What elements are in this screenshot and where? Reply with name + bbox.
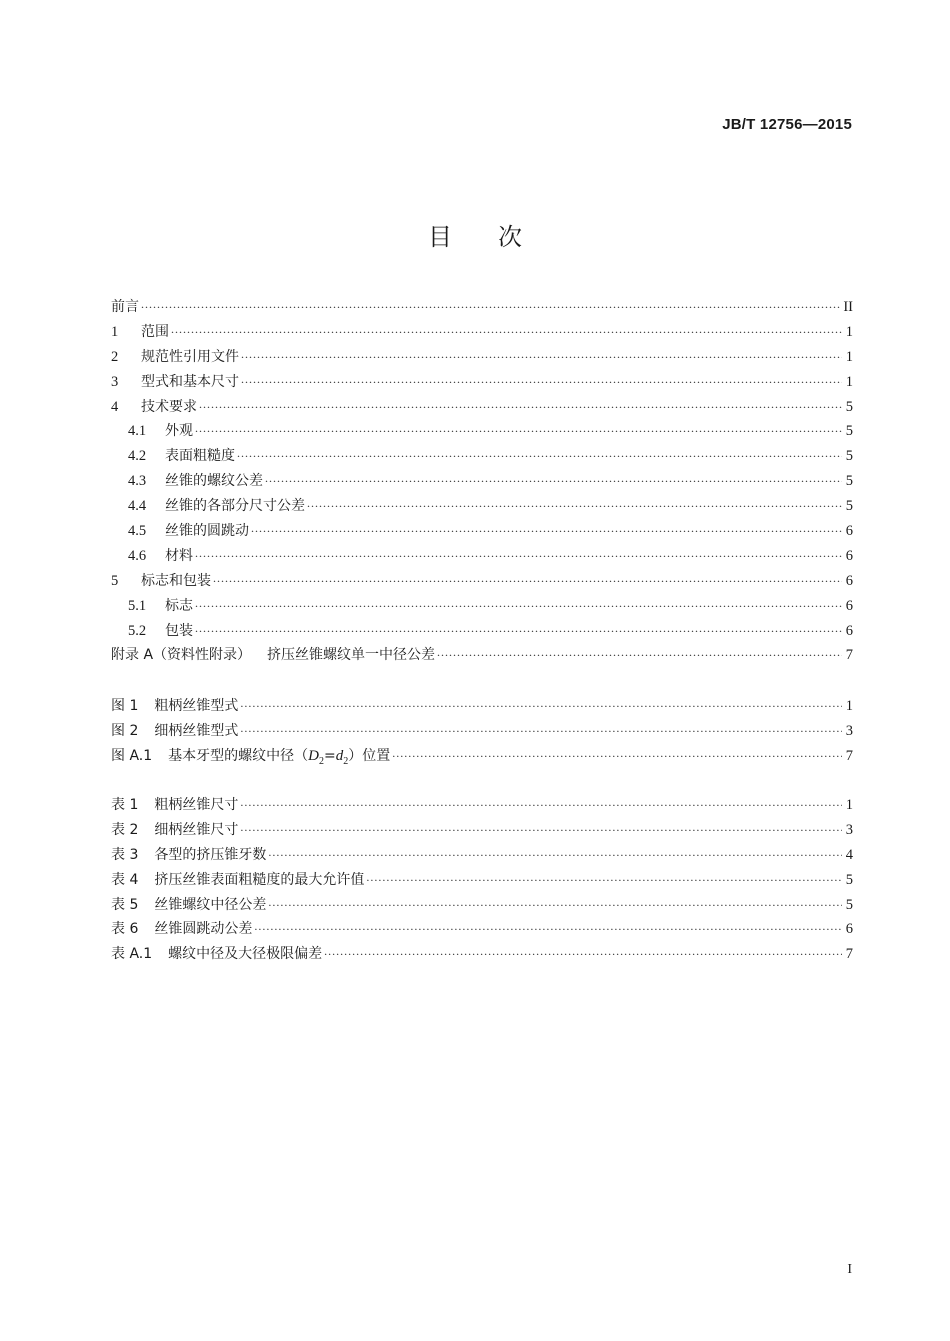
toc-entry-title: [168, 744, 390, 775]
toc-entry-number: 图 A.1: [111, 747, 153, 764]
page-title: [0, 217, 950, 252]
toc-entry-title: 技术要求: [141, 398, 197, 415]
toc-entry-title: 标志: [165, 597, 193, 614]
toc-leader: [392, 741, 842, 766]
toc-entry-title: 表面粗糙度: [165, 448, 235, 465]
toc-entry-title: 丝锥的各部分尺寸公差: [165, 498, 305, 515]
toc-page-number: 3: [845, 722, 853, 739]
toc-entry-title: 细柄丝锥型式: [154, 722, 239, 739]
toc-page-number: 1: [845, 373, 853, 390]
toc-entry-title: 丝锥圆跳动公差: [154, 921, 253, 938]
toc-page-number: 3: [845, 821, 853, 838]
toc-entry-number: 2: [111, 348, 119, 365]
toc-entry-title: 挤压丝锥表面粗糙度的最大允许值: [154, 871, 365, 888]
toc-page-number: 5: [845, 498, 853, 515]
toc-leader: [437, 640, 842, 665]
toc-entry-number: 表 1: [111, 797, 139, 813]
toc-leader: [307, 491, 842, 516]
toc-entry-number: 5.1: [128, 597, 147, 614]
symbol-d: d: [335, 747, 344, 764]
toc-leader: [268, 890, 842, 915]
toc-entry-number: 4.2: [128, 448, 147, 465]
toc-entry-number: 4.5: [128, 523, 147, 540]
toc-entry-title: 各型的挤压锥牙数: [154, 846, 267, 863]
toc-leader: [251, 516, 842, 541]
toc-leader: [240, 691, 842, 716]
toc-page-number: 6: [845, 597, 853, 614]
subscript: 2: [318, 755, 324, 767]
toc-entry-annex-a[interactable]: [111, 643, 853, 668]
toc-entry-title: 规范性引用文件: [141, 348, 239, 365]
title-text-after: ）位置: [348, 747, 391, 764]
toc-leader: [195, 416, 842, 441]
toc-entry-title: 包装: [165, 622, 193, 639]
toc-leader: [366, 865, 842, 890]
toc-figure-a1[interactable]: [111, 744, 853, 769]
toc-entry-title: 型式和基本尺寸: [141, 373, 239, 390]
toc-entry-number: 表 4: [111, 871, 139, 888]
page-number: I: [847, 1262, 852, 1277]
toc-page-number: 7: [845, 647, 853, 664]
toc-page-number: 1: [845, 323, 853, 340]
toc-entry-number: 图 1: [111, 698, 139, 714]
toc-leader: [237, 441, 842, 466]
toc-entry-number: 表 A.1: [111, 946, 153, 963]
toc-leader: [254, 914, 842, 939]
toc-page-number: 6: [845, 572, 853, 589]
toc-leader: [195, 591, 842, 616]
toc-main-list: [111, 295, 853, 668]
toc-page-number: 5: [845, 473, 853, 490]
toc-entry-title: 前言: [111, 299, 139, 315]
toc-leader: [324, 939, 842, 964]
toc-entry-number: 5: [111, 572, 119, 589]
toc-entry-title: 材料: [165, 547, 193, 564]
toc-entry-number: 4.3: [128, 473, 147, 490]
toc-entry-title: 范围: [141, 323, 169, 340]
toc-entry-title: 细柄丝锥尺寸: [154, 821, 239, 838]
toc-entry-number: 3: [111, 373, 119, 390]
title-text-before: 基本牙型的螺纹中径（: [168, 747, 309, 764]
toc-leader: [241, 367, 842, 392]
toc-leader: [195, 616, 842, 641]
toc-page-number: 5: [845, 448, 853, 465]
toc-page-number: 5: [845, 398, 853, 415]
toc-entry-number: 4.1: [128, 423, 147, 440]
toc-leader: [265, 466, 842, 491]
toc-entry-number: 1: [111, 323, 119, 340]
toc-page-number: 6: [845, 547, 853, 564]
title-char-2: 次: [498, 223, 522, 251]
toc-page-number: 7: [845, 747, 853, 764]
toc-leader: [195, 541, 842, 566]
toc-entry-number: 4: [111, 398, 119, 415]
toc-entry-number: 5.2: [128, 622, 147, 639]
toc-leader: [199, 392, 842, 417]
toc-page-number: 6: [845, 921, 853, 938]
toc-entry-number: 4.4: [128, 498, 147, 515]
toc-entry-number: 4.6: [128, 547, 147, 564]
toc-leader: [240, 815, 842, 840]
toc-leader: [241, 342, 842, 367]
toc-page-number: 6: [845, 622, 853, 639]
symbol-D: D: [308, 747, 319, 764]
toc-leader: [240, 790, 842, 815]
toc-figures-list: [111, 694, 853, 769]
toc-entry-title: 粗柄丝锥尺寸: [154, 797, 239, 813]
document-code: JB/T 12756—2015: [722, 116, 852, 133]
toc-entry-number: 图 2: [111, 722, 139, 739]
toc-page-number: 1: [845, 348, 853, 365]
toc-page-number: 6: [845, 523, 853, 540]
toc-entry-title: 标志和包装: [141, 572, 211, 589]
toc-entry-number: 表 3: [111, 846, 139, 863]
toc-entry-number: 附录 A（资料性附录）: [111, 647, 252, 664]
title-char-1: 目: [428, 223, 452, 251]
subscript: 2: [343, 755, 349, 767]
toc-leader: [141, 292, 840, 317]
toc-page-number: 5: [845, 896, 853, 913]
toc-entry-title: 丝锥螺纹中径公差: [154, 896, 267, 913]
toc-leader: [240, 716, 842, 741]
toc-entry-number: 表 5: [111, 896, 139, 913]
toc-table-a1[interactable]: [111, 942, 853, 967]
toc-page-number: 5: [845, 871, 853, 888]
toc-entry-title: 丝锥的螺纹公差: [165, 473, 263, 490]
toc-entry-title: 丝锥的圆跳动: [165, 523, 249, 540]
toc-tables-list: [111, 793, 853, 967]
toc-entry-number: 表 2: [111, 821, 139, 838]
toc-leader: [268, 840, 842, 865]
toc-page-number: 7: [845, 946, 853, 963]
toc-page-number: 5: [845, 423, 853, 440]
toc-entry-title: 外观: [165, 423, 193, 440]
toc-page-number: 1: [845, 698, 853, 714]
toc-entry-title: 挤压丝锥螺纹单一中径公差: [267, 647, 436, 664]
toc-entry-number: 表 6: [111, 921, 139, 938]
toc-entry-title: 粗柄丝锥型式: [154, 698, 239, 714]
toc-page-number: 1: [845, 797, 853, 813]
toc-leader: [171, 317, 842, 342]
toc-entry-title: 螺纹中径及大径极限偏差: [168, 946, 323, 963]
toc-page-number: 4: [845, 846, 853, 863]
toc-page-number: II: [843, 299, 853, 315]
equals-sign: =: [323, 747, 336, 764]
toc-leader: [213, 566, 842, 591]
